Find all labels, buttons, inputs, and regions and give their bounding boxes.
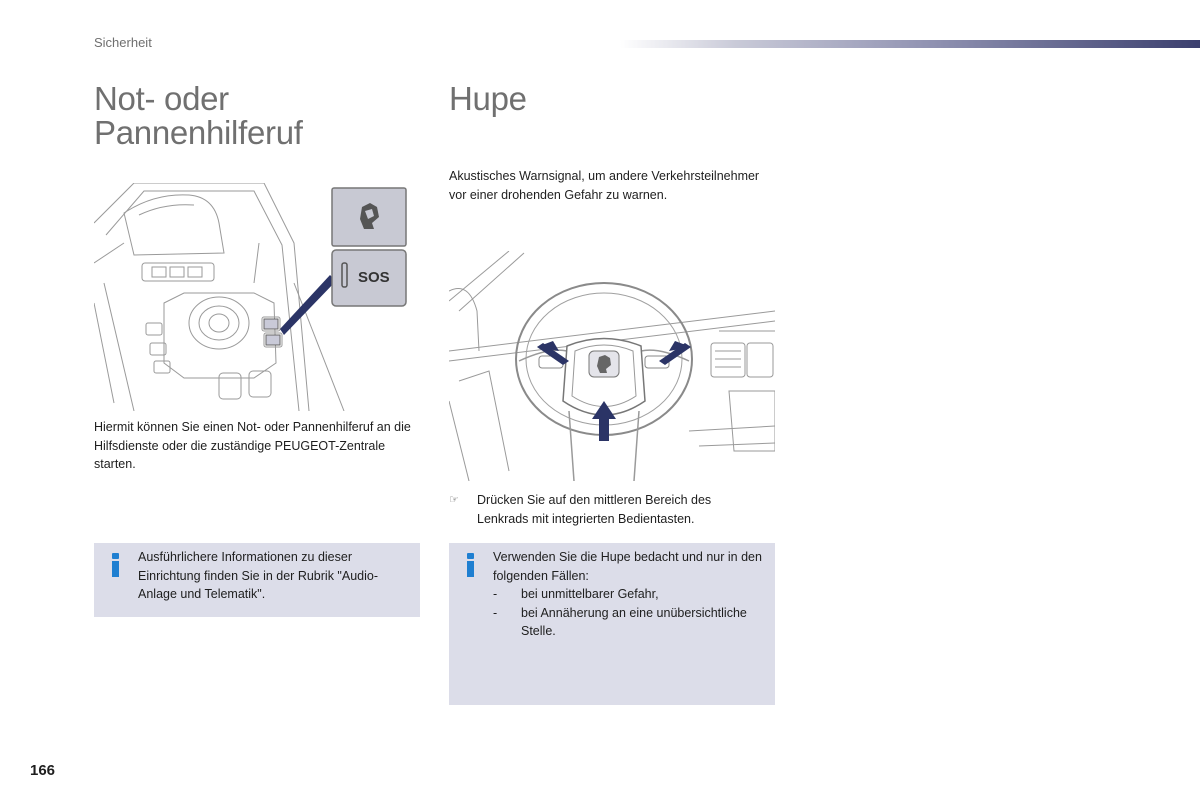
info-box-horn xyxy=(449,543,775,705)
info-text-horn-intro: Verwenden Sie die Hupe bedacht und nur in den folgenden Fällen: xyxy=(493,550,762,583)
page-number: 166 xyxy=(30,762,56,779)
horn-description: Akustisches Warnsignal, um andere Verkehrsteilnehmer vor einer drohenden Gefahr zu warnen. xyxy=(449,169,760,202)
title-emergency-call: Not- oder Pannenhilferuf xyxy=(94,80,303,151)
info-icon xyxy=(465,553,475,577)
info-box-emergency xyxy=(94,543,420,617)
header-gradient-bar xyxy=(620,40,1200,48)
pointing-hand-icon: ☞ xyxy=(449,494,459,506)
sos-button-label: SOS xyxy=(358,269,390,286)
console-sos-illustration xyxy=(94,183,414,411)
info-text-emergency: Ausführlichere Informationen zu dieser Einrichtung finden Sie in der Rubrik "Audio-Anlage und Telematik". xyxy=(138,550,378,601)
horn-usage-list xyxy=(493,585,769,641)
info-text-horn xyxy=(493,548,769,641)
horn-instruction-text: Drücken Sie auf den mittleren Bereich des Lenkrads mit integrierten Bedientasten. xyxy=(477,493,712,526)
list-item: - bei unmittelbarer Gefahr, xyxy=(493,587,659,601)
emergency-call-description: Hiermit können Sie einen Not- oder Pannenhilferuf an die Hilfsdienste oder die zuständige PEUGEOT-Zentrale starten. xyxy=(94,420,411,471)
steering-wheel-illustration xyxy=(449,251,775,481)
section-label: Sicherheit xyxy=(94,35,152,50)
info-icon xyxy=(110,553,120,577)
arrow-icon xyxy=(659,341,691,365)
list-item: - bei Annäherung an eine unübersichtliche Stelle. xyxy=(493,605,747,638)
horn-instruction xyxy=(449,491,749,528)
title-horn: Hupe xyxy=(449,80,527,117)
